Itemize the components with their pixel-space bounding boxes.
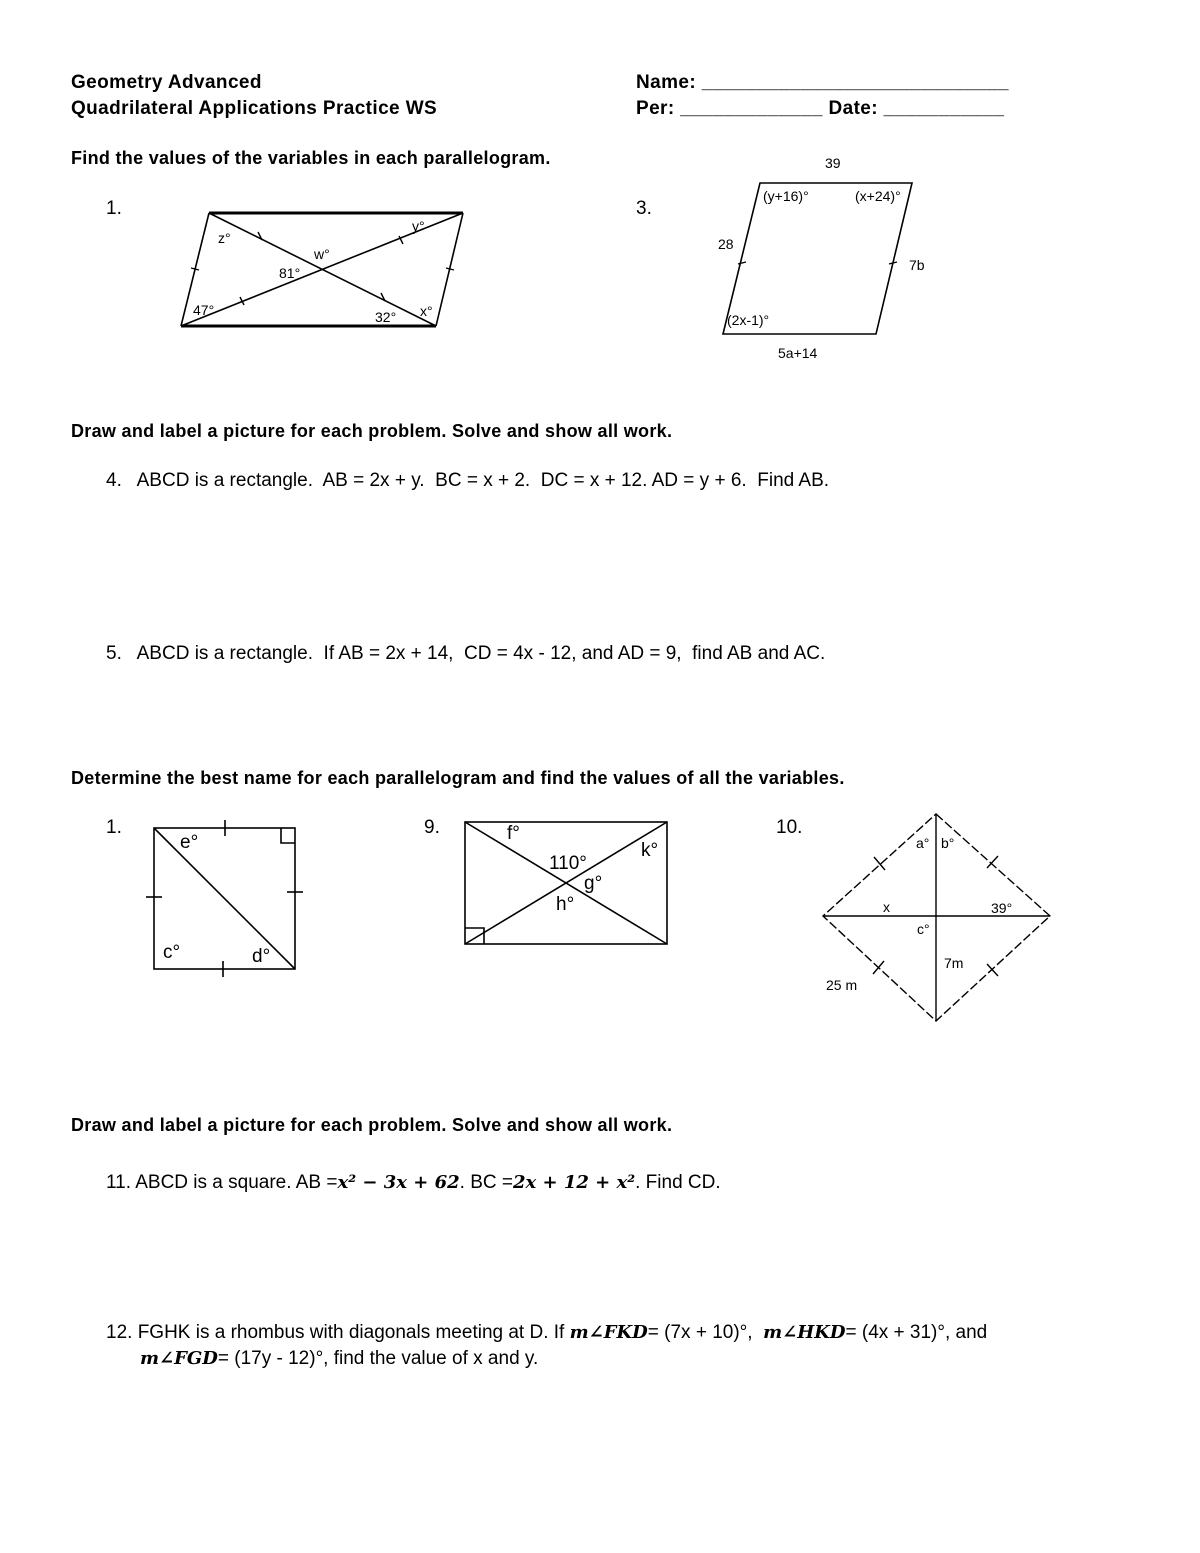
side-25m: 25 m (826, 977, 858, 993)
problem-12-fgd-value: = (17y - 12)°, find the value of x and y. (217, 1348, 539, 1369)
problem-12-line1 (106, 1322, 987, 1344)
side-bottom: 5a+14 (778, 345, 818, 361)
problem-11-mid: . BC = (459, 1172, 513, 1193)
angle-81: 81° (279, 265, 301, 281)
angle-z: z° (218, 230, 231, 246)
angle-32: 32° (375, 309, 397, 325)
angle-top-right: (x+24)° (855, 188, 901, 204)
problem-3-number: 3. (636, 198, 652, 219)
problem-12-angle-fgd: m∠FGD (140, 1348, 218, 1369)
angle-c: c° (917, 921, 930, 937)
angle-h: h° (556, 894, 575, 915)
angle-a: a° (916, 835, 930, 851)
angle-110: 110° (549, 853, 587, 874)
angle-47: 47° (193, 302, 215, 318)
problem-10-number: 10. (776, 817, 803, 838)
angle-w: w° (314, 246, 330, 262)
problem-11-bc-expression: 2x + 12 + x² (512, 1172, 636, 1193)
problem-12-line2 (140, 1348, 538, 1370)
problem-12-angle-hkd: m∠HKD (763, 1322, 846, 1343)
section2-instruction: Draw and label a picture for each problem. Solve and show all work. (71, 421, 673, 441)
angle-39: 39° (991, 900, 1013, 916)
problem-11-ab-expression: x² − 3x + 62 (337, 1172, 460, 1193)
name-field: Name: ____________________________ (636, 72, 1009, 93)
angle-x: x° (420, 303, 433, 319)
segment-x: x (883, 899, 890, 915)
side-left: 28 (718, 236, 734, 252)
angle-k: k° (641, 840, 659, 861)
problem-4: 4. ABCD is a rectangle. AB = 2x + y. BC = x + 2. DC = x + 12. AD = y + 6. Find AB. (106, 470, 830, 491)
worksheet-title: Quadrilateral Applications Practice WS (71, 98, 438, 119)
angle-d: d° (252, 946, 271, 967)
problem-11-post: . Find CD. (635, 1172, 721, 1193)
angle-b: b° (941, 835, 955, 851)
problem-1-number: 1. (106, 198, 122, 219)
side-top: 39 (825, 155, 841, 171)
angle-g: g° (584, 873, 603, 894)
angle-e: e° (180, 832, 199, 853)
angle-c: c° (163, 942, 181, 963)
section3-instruction: Determine the best name for each parallelogram and find the values of all the variables. (71, 768, 845, 788)
angle-f: f° (507, 823, 520, 844)
course-title: Geometry Advanced (71, 72, 262, 93)
per-date-field: Per: _____________ Date: ___________ (636, 98, 1005, 119)
segment-7m: 7m (944, 955, 964, 971)
section4-instruction: Draw and label a picture for each problem. Solve and show all work. (71, 1115, 673, 1135)
problem-12-hkd-value: = (4x + 31)°, and (845, 1322, 988, 1343)
section1-instruction: Find the values of the variables in each parallelogram. (71, 148, 551, 168)
problem-5: 5. ABCD is a rectangle. If AB = 2x + 14, CD = 4x - 12, and AD = 9, find AB and AC. (106, 643, 826, 664)
problem-12-fkd-value: = (7x + 10)°, (647, 1322, 764, 1343)
angle-y: y° (412, 218, 425, 234)
angle-bottom-left: (2x-1)° (727, 312, 770, 328)
problem-9-number: 9. (424, 817, 440, 838)
problem-12-pre: 12. FGHK is a rhombus with diagonals meeting at D. If (106, 1322, 570, 1343)
problem-12-angle-fkd: m∠FKD (569, 1322, 648, 1343)
problem-s3-1-number: 1. (106, 817, 122, 838)
problem-11-pre: 11. ABCD is a square. AB = (106, 1172, 338, 1193)
angle-top-left: (y+16)° (763, 188, 809, 204)
side-right: 7b (909, 257, 925, 273)
problem-11 (106, 1172, 721, 1194)
